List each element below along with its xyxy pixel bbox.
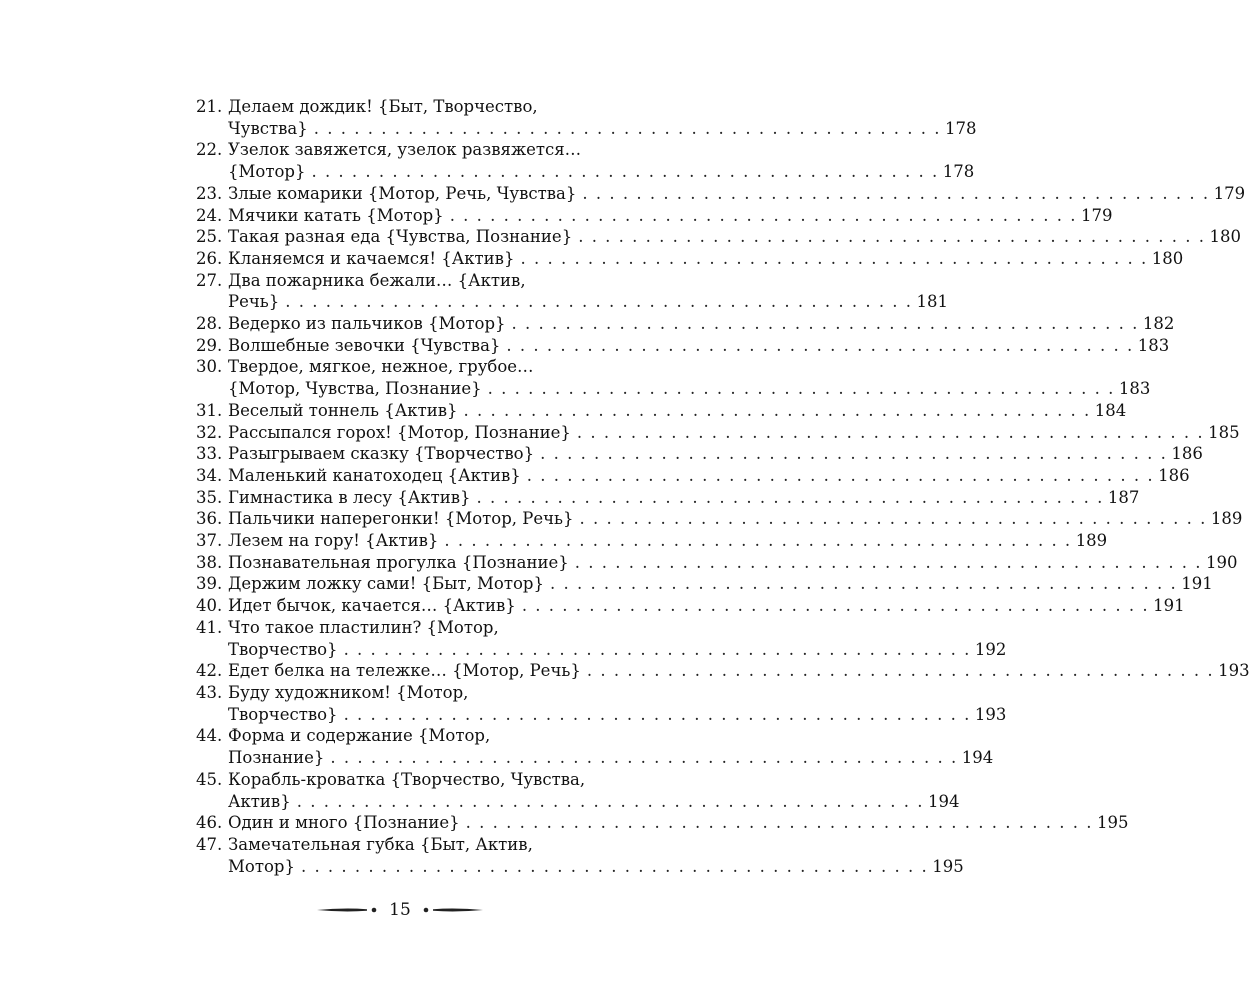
toc-entry[interactable] [196,595,1185,617]
dot-leader: . . . . . . . . . . . . . . . . . . . . . . . . . . . . . . . . . . . . . . . . . . . . . . . [576,422,1205,442]
toc-entry-title: Мотор} [228,856,295,876]
toc-entry-number: 37. [196,531,223,551]
toc-entry-page: 183 [1118,379,1151,399]
toc-entry-page: 181 [916,292,949,312]
toc-entry[interactable] [196,183,1246,205]
toc-entry-line [196,335,1170,357]
toc-entry-title: Веселый тоннель {Актив} [228,400,458,420]
toc-entry[interactable] [196,508,1243,530]
toc-entry-number: 21. [196,97,223,116]
toc-entry-line [196,552,1238,574]
toc-entry-title: Корабль-кроватка {Творчество, Чувства, [228,769,586,789]
toc-entry-number: 27. [196,270,223,290]
toc-entry[interactable] [196,465,1190,487]
toc-entry-line [196,443,1203,465]
dot-leader: . . . . . . . . . . . . . . . . . . . . . . . . . . . . . . . . . . . . . . . . . . . . . . . [520,248,1148,268]
toc-entry-title: Мячики катать {Мотор} [228,205,444,225]
toc-entry-title: Разыгрываем сказку {Творчество} [228,444,535,464]
page-number: 15 [389,900,411,920]
toc-entry-page: 180 [1209,227,1241,247]
toc-entry-number: 31. [196,400,223,420]
dot-leader: . . . . . . . . . . . . . . . . . . . . . . . . . . . . . . . . . . . . . . . . . . . . . . . [476,487,1104,507]
toc-entry-number: 33. [196,444,223,464]
dot-leader: . . . . . . . . . . . . . . . . . . . . . . . . . . . . . . . . . . . . . . . . . . . . . . . [444,531,1072,551]
dot-leader: . . . . . . . . . . . . . . . . . . . . . . . . . . . . . . . . . . . . . . . . . . . . . . . [521,596,1150,616]
dot-leader: . . . . . . . . . . . . . . . . . . . . . . . . . . . . . . . . . . . . . . . . . . . . . . . [487,379,1115,399]
toc-entry-page: 187 [1107,487,1140,507]
toc-entry-page: 186 [1158,465,1190,485]
toc-entry[interactable] [196,205,1113,227]
dot-leader: . . . . . . . . . . . . . . . . . . . . . . . . . . . . . . . . . . . . . . . . . . . . . . . [586,661,1215,681]
toc-entry-title: Буду художником! {Мотор, [228,682,469,702]
dot-leader: . . . . . . . . . . . . . . . . . . . . . . . . . . . . . . . . . . . . . . . . . . . . . . . [285,292,913,312]
toc-entry-line [196,270,672,292]
toc-entry-title: Творчество} [228,639,338,659]
dot-leader: . . . . . . . . . . . . . . . . . . . . . . . . . . . . . . . . . . . . . . . . . . . . . . . [511,314,1139,334]
dot-leader: . . . . . . . . . . . . . . . . . . . . . . . . . . . . . . . . . . . . . . . . . . . . . . . [465,813,1093,833]
toc-entry-line [196,139,672,161]
toc-entry-line [196,118,977,140]
toc-entry-line [196,530,1108,552]
toc-entry-title: Познавательная прогулка {Познание} [228,552,569,572]
dot-leader: . . . . . . . . . . . . . . . . . . . . . . . . . . . . . . . . . . . . . . . . . . . . . . . [578,227,1206,247]
toc-entry-line [196,508,1243,530]
toc-entry-number: 24. [196,205,223,225]
toc-entry-number: 32. [196,422,223,442]
toc-entry[interactable] [196,96,977,139]
toc-entry-title: Идет бычок, качается… {Актив} [228,596,516,616]
toc-entry-number: 42. [196,661,223,681]
dot-leader: . . . . . . . . . . . . . . . . . . . . . . . . . . . . . . . . . . . . . . . . . . . . . . . [300,856,929,876]
toc-entry-number: 38. [196,552,223,572]
toc-entry-title: Форма и содержание {Мотор, [228,726,491,746]
toc-entry-line [196,812,1129,834]
toc-entry-page: 179 [1080,205,1113,225]
toc-entry-title: Пальчики наперегонки! {Мотор, Речь} [228,509,574,529]
toc-entry-line [196,161,975,183]
toc-entry[interactable] [196,682,1007,725]
dot-leader: . . . . . . . . . . . . . . . . . . . . . . . . . . . . . . . . . . . . . . . . . . . . . . . [449,205,1077,225]
toc-entry-line [196,747,994,769]
toc-entry[interactable] [196,769,960,812]
toc-entry-page: 191 [1181,574,1213,594]
toc-entry-number: 23. [196,183,223,203]
toc-entry-line [196,660,1250,682]
toc-entry-page: 178 [942,162,975,182]
toc-entry-page: 192 [974,639,1007,659]
toc-entry[interactable] [196,335,1170,357]
toc-entry-page: 184 [1094,400,1127,420]
toc-entry-line [196,183,1246,205]
toc-entry-line [196,856,964,878]
toc-entry-page: 195 [1096,813,1129,833]
toc-entry-line [196,422,1240,444]
toc-entry-number: 28. [196,314,223,334]
toc-entry[interactable] [196,400,1127,422]
toc-entry[interactable] [196,270,949,313]
toc-entry-number: 35. [196,487,223,507]
toc-entry-line [196,487,1140,509]
dot-leader: . . . . . . . . . . . . . . . . . . . . . . . . . . . . . . . . . . . . . . . . . . . . . . . [330,748,958,768]
toc-entry-line [196,639,1007,661]
toc-entry-title: Рассыпался горох! {Мотор, Познание} [228,422,571,442]
toc-entry-line [196,791,960,813]
toc-entry-number: 39. [196,574,223,594]
toc-entry-line [196,313,1175,335]
toc-entry-title: Два пожарника бежали… {Актив, [228,270,526,290]
toc-entry-title: Твердое, мягкое, нежное, грубое… [228,357,534,377]
toc-entry[interactable] [196,313,1175,335]
toc-entry[interactable] [196,139,975,182]
toc-entry-line [196,96,672,118]
toc-entry-line [196,573,1213,595]
toc-entry-number: 45. [196,769,223,789]
toc-entry-title: Один и много {Познание} [228,813,460,833]
toc-entry-line [196,356,672,378]
toc-entry-line [196,291,949,313]
toc-entry-page: 193 [974,704,1007,724]
toc-entry-page: 191 [1153,596,1185,616]
toc-entry-title: Что такое пластилин? {Мотор, [228,617,499,637]
toc-entry-line [196,400,1127,422]
dot-leader: . . . . . . . . . . . . . . . . . . . . . . . . . . . . . . . . . . . . . . . . . . . . . . . [579,509,1207,529]
toc-entry-title: Лезем на гору! {Актив} [228,531,439,551]
toc-entry-line [196,248,1184,270]
toc-entry[interactable] [196,356,1151,399]
toc-entry-number: 29. [196,335,223,355]
right-flourish-ornament [421,904,483,916]
toc-entry-page: 180 [1151,248,1184,268]
left-flourish-ornament [317,904,379,916]
toc-entry[interactable] [196,487,1140,509]
toc-entry-number: 36. [196,509,223,529]
toc-entry[interactable] [196,443,1203,465]
toc-entry-title: Гимнастика в лесу {Актив} [228,487,471,507]
dot-leader: . . . . . . . . . . . . . . . . . . . . . . . . . . . . . . . . . . . . . . . . . . . . . . . [582,183,1210,203]
toc-entry-line [196,834,672,856]
toc-entry-line [196,465,1190,487]
dot-leader: . . . . . . . . . . . . . . . . . . . . . . . . . . . . . . . . . . . . . . . . . . . . . . . [343,639,971,659]
toc-entry-title: Речь} [228,292,280,312]
dot-leader: . . . . . . . . . . . . . . . . . . . . . . . . . . . . . . . . . . . . . . . . . . . . . . . [574,552,1203,572]
toc-entry-title: Злые комарики {Мотор, Речь, Чувства} [228,183,577,203]
dot-leader: . . . . . . . . . . . . . . . . . . . . . . . . . . . . . . . . . . . . . . . . . . . . . . . [540,444,1168,464]
toc-entry-title: Кланяемся и качаемся! {Актив} [228,248,515,268]
dot-leader: . . . . . . . . . . . . . . . . . . . . . . . . . . . . . . . . . . . . . . . . . . . . . . . [526,465,1155,485]
toc-entry-page: 189 [1075,531,1108,551]
toc-entry[interactable] [196,422,1240,444]
toc-entry-title: Замечательная губка {Быт, Актив, [228,834,533,854]
toc-entry-page: 194 [961,748,994,768]
toc-entry-title: Чувства} [228,118,308,138]
toc-entry-number: 44. [196,726,223,746]
toc-entry[interactable] [196,812,1129,834]
toc-entry-page: 182 [1142,314,1175,334]
toc-entry[interactable] [196,552,1238,574]
toc-entry-title: Такая разная еда {Чувства, Познание} [228,227,573,247]
toc-entry-line [196,205,1113,227]
dot-leader: . . . . . . . . . . . . . . . . . . . . . . . . . . . . . . . . . . . . . . . . . . . . . . . [311,162,939,182]
toc-entry-number: 34. [196,465,223,485]
dot-leader: . . . . . . . . . . . . . . . . . . . . . . . . . . . . . . . . . . . . . . . . . . . . . . . [313,118,942,138]
toc-entry-page: 189 [1210,509,1243,529]
dot-leader: . . . . . . . . . . . . . . . . . . . . . . . . . . . . . . . . . . . . . . . . . . . . . . . [296,791,925,811]
dot-leader: . . . . . . . . . . . . . . . . . . . . . . . . . . . . . . . . . . . . . . . . . . . . . . . [506,335,1134,355]
toc-entry-title: {Мотор, Чувства, Познание} [228,379,482,399]
toc-entry[interactable] [196,725,994,768]
toc-entry[interactable] [196,530,1108,552]
toc-entry[interactable] [196,834,964,877]
toc-entry-title: Волшебные зевочки {Чувства} [228,335,501,355]
toc-entry-number: 22. [196,140,223,160]
toc-entry-page: 190 [1206,552,1238,572]
dot-leader: . . . . . . . . . . . . . . . . . . . . . . . . . . . . . . . . . . . . . . . . . . . . . . . [343,704,971,724]
toc-entry-number: 25. [196,227,223,247]
toc-entry-number: 30. [196,357,223,377]
toc-entry-number: 46. [196,813,223,833]
toc-entry-page: 193 [1218,661,1250,681]
toc-entry-page: 183 [1137,335,1170,355]
toc-entry-line [196,682,672,704]
dot-leader: . . . . . . . . . . . . . . . . . . . . . . . . . . . . . . . . . . . . . . . . . . . . . . . [549,574,1178,594]
page-footer [0,900,800,920]
toc-entry-line [196,378,1151,400]
toc-entry-title: Делаем дождик! {Быт, Творчество, [228,97,538,116]
toc-entry-number: 41. [196,617,223,637]
toc-entry-number: 47. [196,834,223,854]
toc-entry-page: 194 [928,791,960,811]
toc-entry-number: 26. [196,248,223,268]
toc-entry-page: 195 [932,856,964,876]
toc-entry-title: Творчество} [228,704,338,724]
toc-entry-line [196,617,672,639]
toc-entry[interactable] [196,248,1184,270]
toc-entry-title: Ведерко из пальчиков {Мотор} [228,314,506,334]
toc-entry-title: Едет белка на тележке… {Мотор, Речь} [228,661,581,681]
dot-leader: . . . . . . . . . . . . . . . . . . . . . . . . . . . . . . . . . . . . . . . . . . . . . . . [463,400,1091,420]
toc-entry-title: Маленький канатоходец {Актив} [228,465,521,485]
toc-entry[interactable] [196,617,1007,660]
toc-entry-page: 186 [1171,444,1203,464]
toc-entry-title: Держим ложку сами! {Быт, Мотор} [228,574,544,594]
toc-entry-page: 178 [945,118,977,138]
toc-entry-line [196,226,1241,248]
toc-entry-number: 43. [196,682,223,702]
toc-entry[interactable] [196,226,1241,248]
toc-entry-title: Узелок завяжется, узелок развяжется… [228,140,582,160]
toc-entry[interactable] [196,660,1250,682]
table-of-contents [196,96,1250,877]
toc-entry-line [196,769,672,791]
toc-entry-title: {Мотор} [228,162,306,182]
toc-entry-page: 179 [1213,183,1246,203]
toc-entry-title: Познание} [228,748,325,768]
toc-entry-title: Актив} [228,791,291,811]
toc-entry[interactable] [196,573,1213,595]
toc-entry-line [196,704,1007,726]
toc-entry-line [196,595,1185,617]
toc-entry-number: 40. [196,596,223,616]
toc-entry-line [196,725,672,747]
toc-entry-page: 185 [1208,422,1240,442]
